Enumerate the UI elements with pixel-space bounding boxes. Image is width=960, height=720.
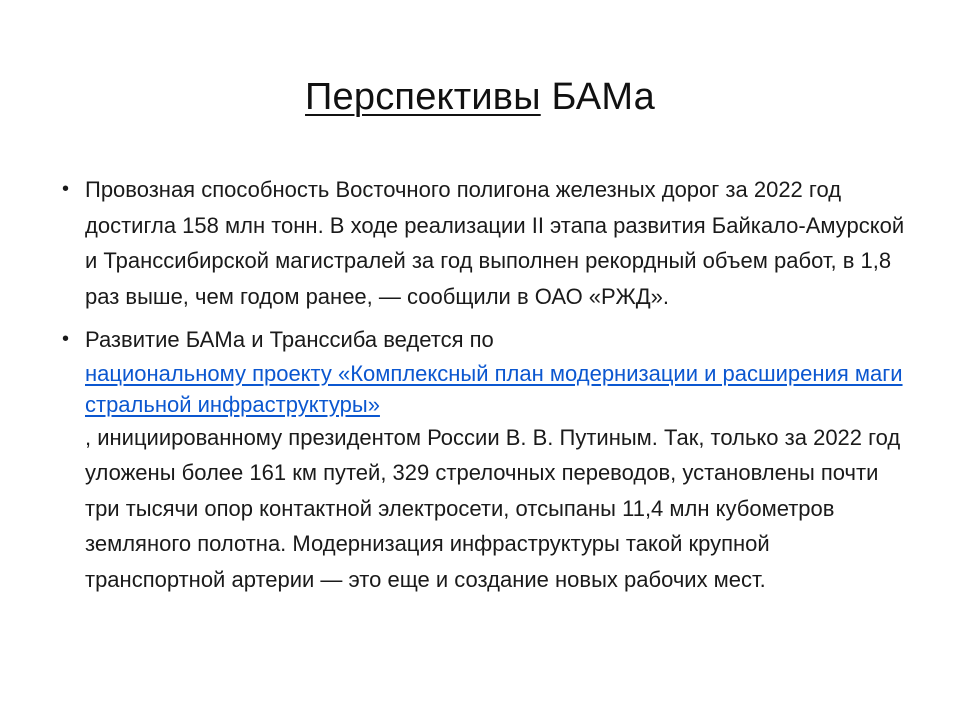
bullet-dot-icon: • [62,178,70,200]
title-rest: БАМа [540,76,655,118]
title-underlined-word: Перспективы [305,76,541,118]
bullet-item-development [62,322,912,597]
national-project-link[interactable]: национальному проекту «Комплексный план модернизации и расширения магистральной инфраструктуры» [85,360,903,417]
bullet-item-capacity [62,172,912,314]
bullet-text: Провозная способность Восточного полигона железных дорог за 2022 год достигла 158 млн тонн. В ходе реализации II этапа развития Байкало-Амурской и Транссибирской магистралей за год выполнен рекордный объем работ, в 1,8 раз выше, чем годом ранее, — сообщили в ОАО «РЖД». [85,177,905,309]
bullet-list [62,172,912,605]
bullet-dot-icon: • [62,328,70,350]
bullet-intro: Развитие БАМа и Транссиба ведется по [85,327,494,352]
bullet-tail: , инициированному президентом России В. В. Путиным. Так, только за 2022 год уложены более 161 км путей, 329 стрелочных переводов, установлены почти три тысячи опор контактной электросети, отсыпаны 11,4 млн кубометров земляного полотна. Модернизация инфраструктуры такой крупной транспортной артерии — это еще и создание новых рабочих мест. [85,424,901,592]
slide-title [0,72,960,122]
